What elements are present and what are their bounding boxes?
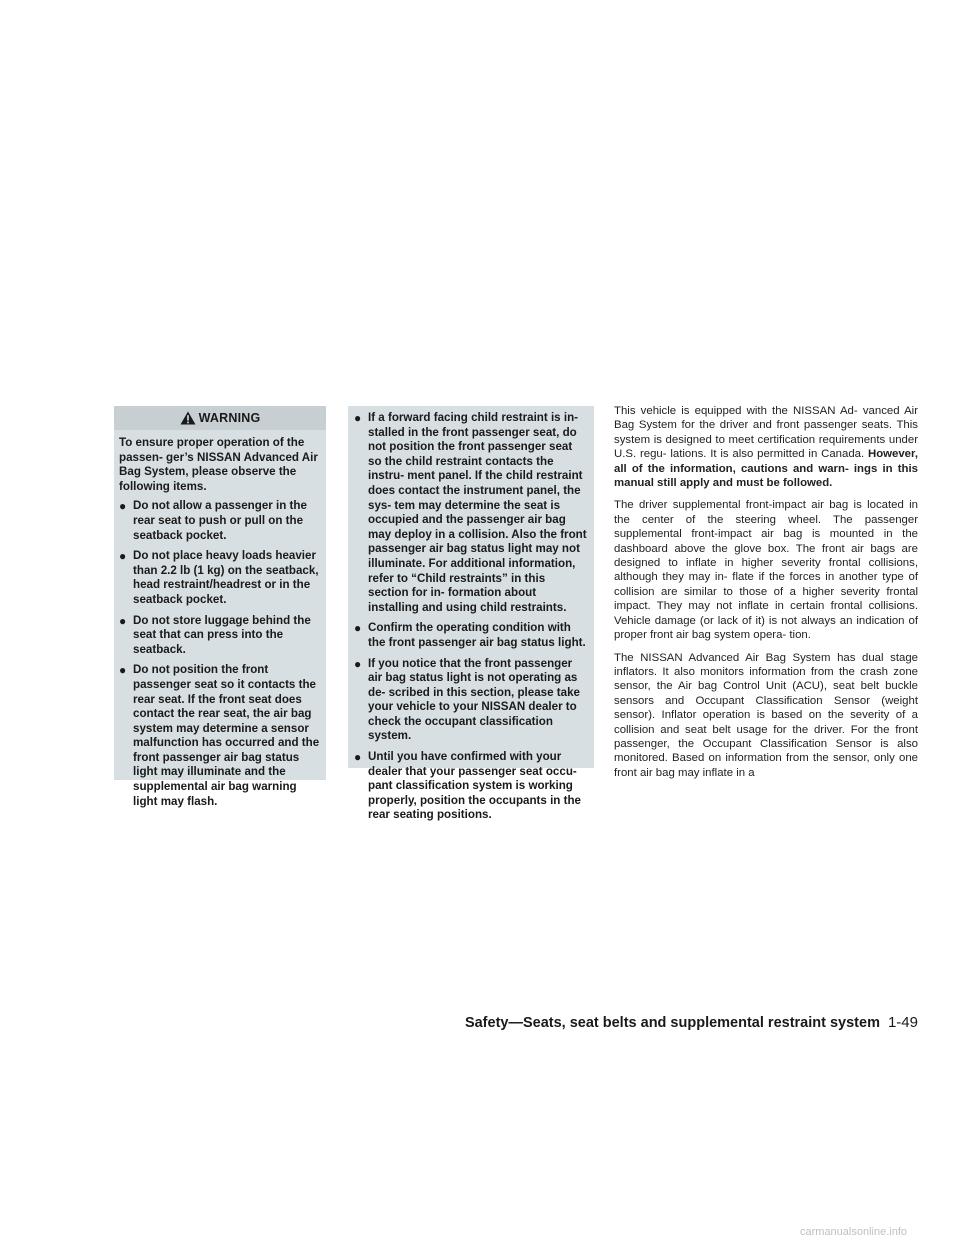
warning-intro: To ensure proper operation of the passen- ger’s NISSAN Advanced Air Bag System, please observe the following items. xyxy=(119,436,318,493)
list-item: ● Do not place heavy loads heavier than 2.2 lb (1 kg) on the seatback, head restraint/headrest or in the seatback pocket. xyxy=(119,549,319,606)
paragraph-1-bold: However, all of the information, cautions and warn- ings in this manual still apply and must be followed. xyxy=(614,448,918,490)
bullet-icon: ● xyxy=(119,499,127,514)
paragraph-1: This vehicle is equipped with the NISSAN Ad- vanced Air Bag System for the driver and front passenger seats. This system is designed to meet certification requirements under U.S. regu- lations. It is also permitted in Canada. However, all of the information, cautions and warn- ings in this manual still apply and must be followed. xyxy=(614,405,918,490)
warning-list xyxy=(119,499,321,809)
list-item: ● Do not position the front passenger seat so it contacts the rear seat. If the front seat does contact the rear seat, the air bag system may determine a sensor malfunction has occurred and the front passenger air bag status light may illuminate and the supplemental air bag warning light may flash. xyxy=(119,663,320,808)
bullet-icon: ● xyxy=(354,750,362,765)
warning-triangle-icon xyxy=(180,411,196,425)
bullet-icon: ● xyxy=(354,656,362,671)
paragraph-3: The NISSAN Advanced Air Bag System has dual stage inflators. It also monitors information from the crash zone sensor, the Air bag Control Unit (ACU), seat belt buckle sensors and Occupant Classification Sensor (weight sensor). Inflator operation is based on the severity of a collision and seat belt usage for the driver. For the front passenger, the Occupant Classification Sensor is also monitored. Based on information from the sensor, only one front air bag may inflate in a xyxy=(614,651,918,779)
bullet-icon: ● xyxy=(119,549,127,564)
list-item: ● Confirm the operating condition with the front passenger air bag status light. xyxy=(354,621,586,649)
list-item: ● Do not allow a passenger in the rear seat to push or pull on the seatback pocket. xyxy=(119,499,307,542)
bullet-icon: ● xyxy=(119,613,127,628)
warning-list-continued xyxy=(354,411,588,823)
warning-header xyxy=(114,406,326,430)
section-title: Safety—Seats, seat belts and supplemental restraint system xyxy=(464,1015,880,1031)
list-item: ● Until you have confirmed with your dealer that your passenger seat occu- pant classification system is working properly, position the occupants in the rear seating positions. xyxy=(354,750,581,822)
body-text-column xyxy=(614,404,918,788)
page-footer xyxy=(465,1014,918,1031)
list-item: ● If a forward facing child restraint is in- stalled in the front passenger seat, do not position the front passenger seat so the child restraint contacts the instru- ment panel. If the child restraint does contact the instrument panel, the sys- tem may determine the seat is occupied and the passenger air bag may deploy in a collision. Also the front passenger air bag status light may not illuminate. For additional information, refer to “Child restraints” in this section for in- formation about installing and using child restraints. xyxy=(354,411,587,614)
page-number: 1-49 xyxy=(887,1014,918,1031)
paragraph-2: The driver supplemental front-impact air bag is located in the center of the steering wheel. The passenger supplemental front-impact air bag is mounted in the dashboard above the glove box. The front air bags are designed to inflate in higher severity frontal collisions, although they may in- flate if the forces in another type of collision are similar to those of a higher severity frontal impact. They may not inflate in certain frontal collisions. Vehicle damage (or lack of it) is not always an indication of proper front air bag system opera- tion. xyxy=(614,499,918,642)
list-item: ● If you notice that the front passenger air bag status light is not operating as de- scribed in this section, please take your vehicle to your NISSAN dealer to check the occupant classification system. xyxy=(354,656,580,743)
watermark: carmanualsonline.info xyxy=(800,1226,908,1238)
list-item: ● Do not store luggage behind the seat that can press into the seatback. xyxy=(119,613,311,656)
warning-box-continued xyxy=(348,406,594,822)
bullet-icon: ● xyxy=(119,663,127,678)
warning-title: WARNING xyxy=(198,411,261,425)
warning-box xyxy=(114,406,326,808)
bullet-icon: ● xyxy=(354,411,362,425)
bullet-icon: ● xyxy=(354,621,362,636)
